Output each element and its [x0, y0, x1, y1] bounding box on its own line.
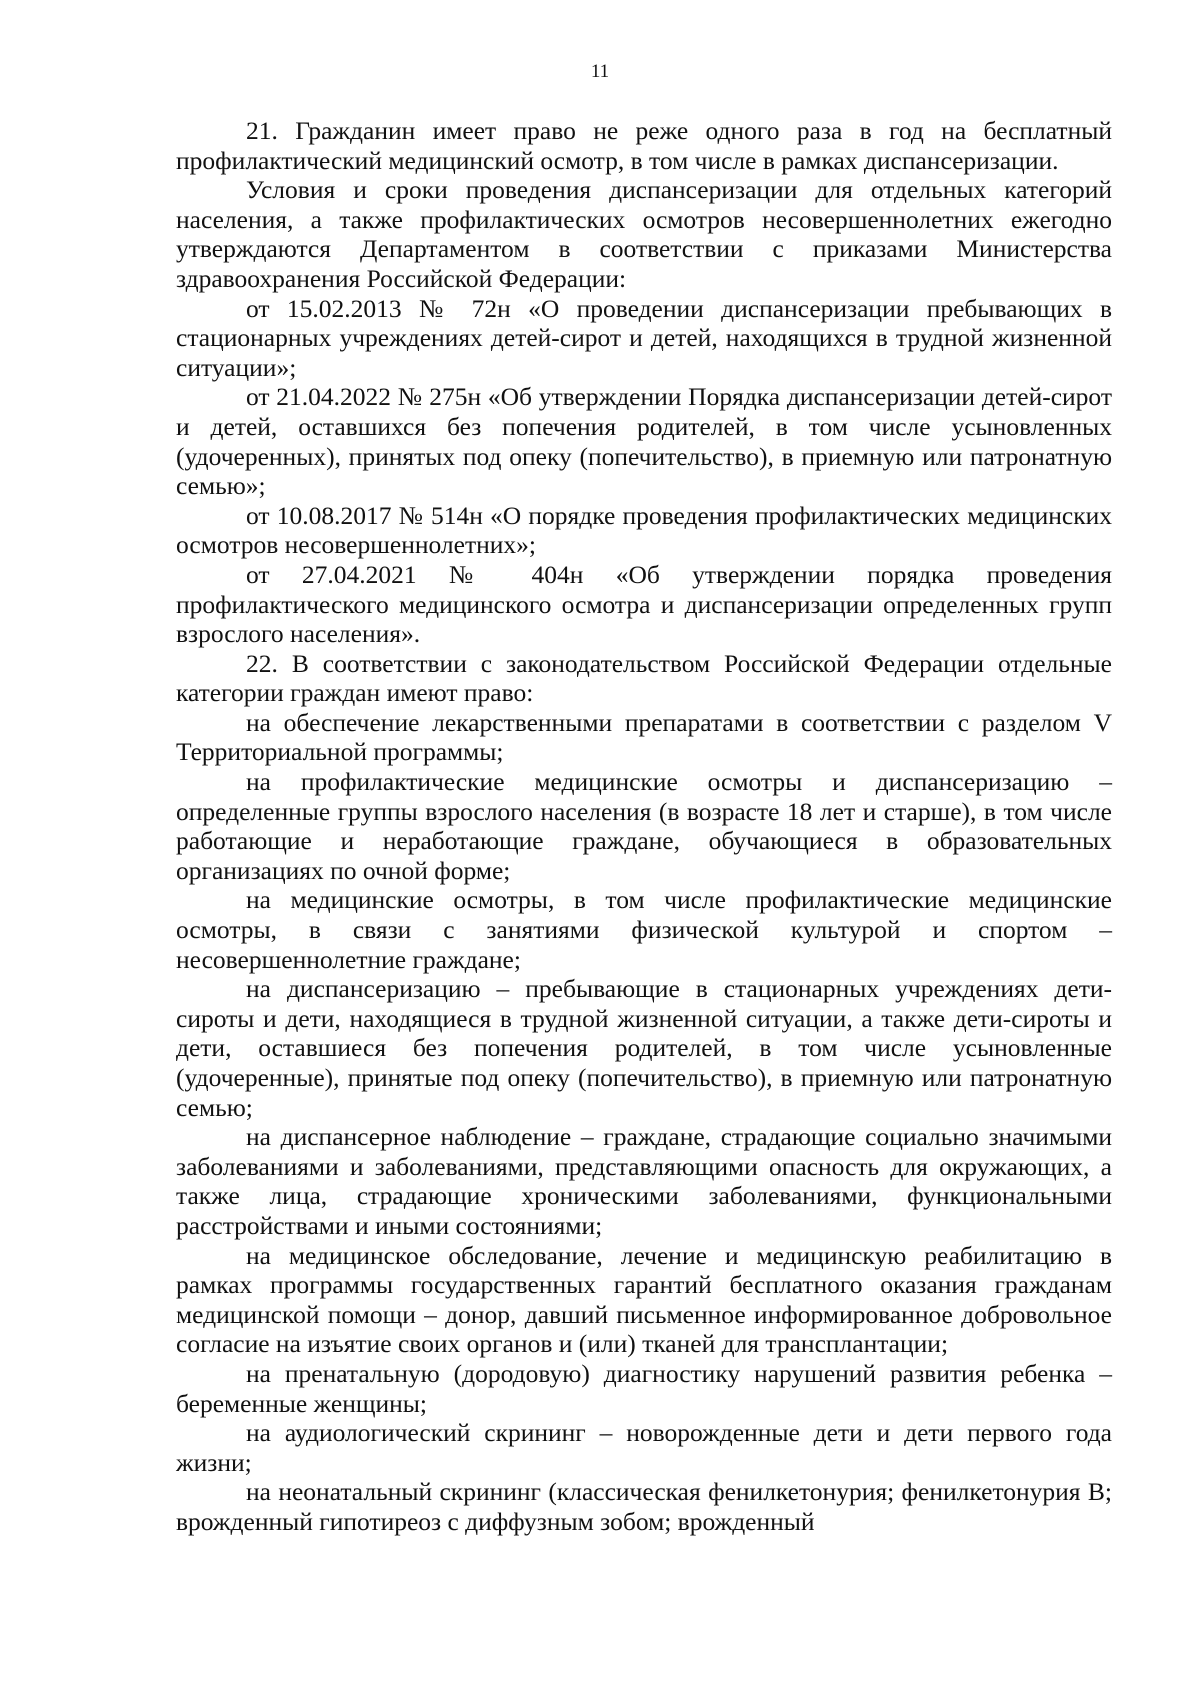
paragraph-22-categories: 22. В соответствии с законодательством Российской Федерации отдельные категории граждан имеют право:	[176, 648, 1112, 708]
order-514n-item: от 10.08.2017 № 514н «О порядке проведения профилактических медицинских осмотров несовершеннолетних»;	[176, 500, 1112, 560]
paragraph-21-right-to-checkup: 21. Гражданин имеет право не реже одного раза в год на бесплатный профилактический медицинский осмотр, в том числе в рамках диспансеризации.	[176, 116, 1112, 175]
right-dispensary-observation-item: на диспансерное наблюдение – граждане, страдающие социально значимыми заболеваниями и заболеваниями, представляющими опасность для окружающих, а также лица, страдающие хроническими заболеваниями, функциональными расстройствами и иными состояниями;	[176, 1122, 1112, 1240]
paragraph-dispensary-conditions: Условия и сроки проведения диспансеризации для отдельных категорий населения, а также профилактических осмотров несовершеннолетних ежегодно утверждаются Департаментом в соответствии с приказами Министерства здравоохранения Российской Федерации:	[176, 175, 1112, 293]
right-neonatal-screening-item: на неонатальный скрининг (классическая фенилкетонурия; фенилкетонурия В; врожденный гипотиреоз с диффузным зобом; врожденный	[176, 1477, 1112, 1536]
order-404n-item: от 27.04.2021 № 404н «Об утверждении порядка проведения профилактического медицинского осмотра и диспансеризации определенных групп взрослого населения».	[176, 559, 1112, 649]
right-medicines-item: на обеспечение лекарственными препаратами в соответствии с разделом V Территориальной программы;	[176, 707, 1112, 767]
right-prenatal-diagnostics-item: на пренатальную (дородовую) диагностику нарушений развития ребенка – беременные женщины;	[176, 1358, 1112, 1418]
order-275n-item: от 21.04.2022 № 275н «Об утверждении Порядка диспансеризации детей-сирот и детей, оставшихся без попечения родителей, в том числе усыновленных (удочеренных), принятых под опеку (попечительство), в приемную или патронатную семью»;	[176, 382, 1112, 501]
order-72n-item: от 15.02.2013 № 72н «О проведении диспансеризации пребывающих в стационарных учреждениях детей-сирот и детей, находящихся в трудной жизненной ситуации»;	[176, 293, 1112, 382]
page-number: 11	[590, 61, 610, 82]
right-minor-sport-checkups-item: на медицинские осмотры, в том числе профилактические медицинские осмотры, в связи с занятиями физической культурой и спортом – несовершеннолетние граждане;	[176, 885, 1112, 974]
right-orphan-dispensary-item: на диспансеризацию – пребывающие в стационарных учреждениях дети-сироты и дети, находящиеся в трудной жизненной ситуации, а также дети-сироты и дети, оставшиеся без попечения родителей, в том числе усыновленные (удочеренные), принятые под опеку (попечительство), в приемную или патронатную семью;	[176, 974, 1112, 1122]
right-adult-checkups-item: на профилактические медицинские осмотры и диспансеризацию – определенные группы взрослого населения (в возрасте 18 лет и старше), в том числе работающие и неработающие граждане, обучающиеся в образовательных организациях по очной форме;	[176, 767, 1112, 885]
document-body	[176, 116, 1112, 1537]
right-donor-item: на медицинское обследование, лечение и медицинскую реабилитацию в рамках программы государственных гарантий бесплатного оказания гражданам медицинской помощи – донор, давший письменное информированное добровольное согласие на изъятие своих органов и (или) тканей для трансплантации;	[176, 1240, 1112, 1359]
right-audiology-screening-item: на аудиологический скрининг – новорожденные дети и дети первого года жизни;	[176, 1418, 1112, 1477]
